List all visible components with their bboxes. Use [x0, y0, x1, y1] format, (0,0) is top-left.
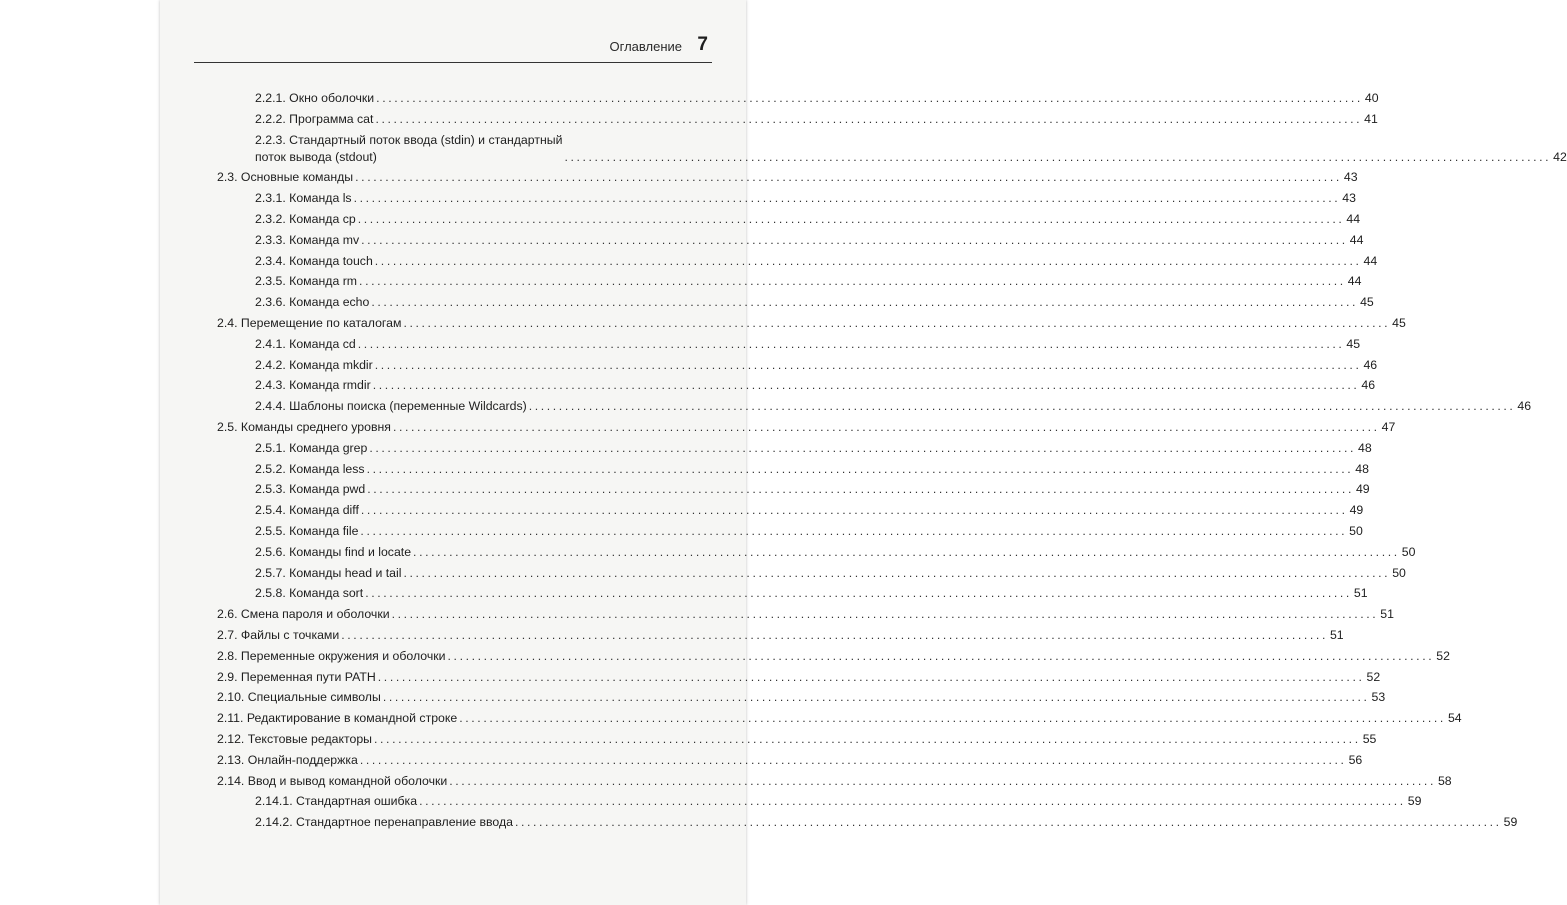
toc-entry [160, 376, 1376, 397]
toc-entry-label [255, 190, 354, 207]
toc-entry-label [217, 419, 393, 436]
dot-leader: .................................................................................................................................................................... [355, 170, 1342, 185]
dot-leader: .................................................................................................................................................................... [403, 315, 1391, 330]
toc-entry [160, 130, 1567, 168]
toc-entry-page-number: 50 [1349, 523, 1363, 538]
toc-entry-page-number: 49 [1355, 482, 1370, 497]
toc-entry [160, 729, 1377, 750]
toc-entry [160, 313, 1406, 334]
toc-entry [160, 708, 1462, 729]
toc-entry-label-line: 2.14.2. Стандартное перенаправление ввода [255, 815, 513, 830]
toc-entry-page-number: 48 [1358, 440, 1372, 455]
toc-entry-body [217, 648, 1450, 665]
toc-entry [160, 646, 1450, 667]
toc-entry-label [255, 132, 564, 166]
toc-entry-label-line: 2.4.4. Шаблоны поиска (переменные Wildcards) [255, 399, 527, 414]
dot-leader: .................................................................................................................................................................... [459, 711, 1446, 726]
toc-entry-label [255, 793, 419, 810]
toc-entry-page-number: 41 [1364, 111, 1378, 126]
toc-entry-label-line: 2.12. Текстовые редакторы [217, 731, 373, 746]
toc-entry-label [255, 357, 375, 374]
toc-entry-label-line: 2.6. Смена пароля и оболочки [217, 607, 390, 622]
toc-entry-body [217, 606, 1394, 623]
toc-entry-page-number: 50 [1401, 544, 1416, 559]
toc-entry-body [217, 419, 1396, 436]
toc-entry-body [255, 294, 1374, 311]
toc-entry [160, 667, 1381, 688]
toc-entry-label [217, 669, 378, 686]
toc-entry-page-number: 51 [1353, 586, 1368, 601]
toc-entry-label-line: 2.2.2. Программа cat [255, 111, 374, 126]
toc-entry [160, 480, 1370, 501]
toc-entry-label-line: 2.3.2. Команда cp [255, 211, 356, 226]
toc-entry [160, 188, 1356, 209]
toc-entry-body [255, 90, 1379, 107]
toc-entry-page-number: 48 [1355, 461, 1369, 476]
toc-entry-label-line: 2.5. Команды среднего уровня [217, 419, 391, 434]
toc-entry-body [217, 689, 1386, 706]
toc-entry-page-number: 52 [1366, 669, 1381, 684]
dot-leader: .................................................................................................................................................................... [353, 191, 1341, 206]
toc-entry [160, 625, 1344, 646]
running-header [160, 30, 746, 64]
dot-leader: .................................................................................................................................................................... [361, 232, 1348, 247]
toc-entry-label [255, 111, 375, 128]
toc-entry-body [255, 253, 1378, 270]
toc-entry [160, 396, 1532, 417]
dot-leader: .................................................................................................................................................................... [419, 794, 1406, 809]
dot-leader: .................................................................................................................................................................... [371, 295, 1359, 310]
toc-entry-label-line: 2.14.1. Стандартная ошибка [255, 794, 418, 809]
toc-entry [160, 812, 1518, 833]
toc-entry-page-number: 44 [1347, 274, 1362, 289]
toc-entry-body [255, 523, 1363, 540]
toc-entry-label [217, 169, 355, 186]
toc-entry-label-line: 2.4.2. Команда mkdir [255, 357, 373, 372]
dot-leader: .................................................................................................................................................................... [360, 503, 1348, 518]
toc-entry-page-number: 55 [1362, 731, 1377, 746]
dot-leader: .................................................................................................................................................................... [449, 773, 1436, 788]
toc-entry-page-number: 46 [1363, 357, 1378, 372]
toc-entry-body [255, 793, 1422, 810]
toc-entry [160, 584, 1368, 605]
toc-entry-body [255, 481, 1370, 498]
dot-leader: .................................................................................................................................................................... [357, 336, 1345, 351]
toc-entry-page-number: 51 [1329, 627, 1344, 642]
toc-entry-page-number: 44 [1363, 253, 1378, 268]
dot-leader: .................................................................................................................................................................... [366, 461, 1354, 476]
toc-entry [160, 792, 1422, 813]
toc-entry-page-number: 59 [1503, 815, 1518, 830]
toc-entry-body [217, 169, 1358, 186]
dot-leader: .................................................................................................................................................................... [377, 669, 1365, 684]
toc-entry [160, 771, 1452, 792]
toc-entry-label [217, 752, 360, 769]
toc-entry-label-line: 2.2.1. Окно оболочки [255, 90, 375, 105]
toc-entry [160, 521, 1363, 542]
toc-entry [160, 168, 1358, 189]
toc-entry-label-line: 2.7. Файлы с точками [217, 627, 340, 642]
toc-entry-label [255, 398, 529, 415]
toc-entry-page-number: 46 [1361, 378, 1376, 393]
toc-entry [160, 272, 1362, 293]
toc-entry-page-number: 44 [1346, 211, 1361, 226]
toc-entry [160, 230, 1364, 251]
toc-entry-body [255, 502, 1364, 519]
toc-entry-body [255, 211, 1361, 228]
toc-entry-body [217, 627, 1344, 644]
toc-entry-label [255, 461, 367, 478]
dot-leader: .................................................................................................................................................................... [369, 440, 1357, 455]
toc-entry-label [255, 232, 361, 249]
toc-entry-page-number: 52 [1436, 648, 1450, 663]
dot-leader: .................................................................................................................................................................... [341, 627, 1328, 642]
toc-entry-page-number: 50 [1392, 565, 1406, 580]
toc-entry [160, 334, 1361, 355]
toc-entry-label [255, 523, 360, 540]
toc-entry [160, 542, 1416, 563]
toc-entry-label-line: 2.8. Переменные окружения и оболочки [217, 648, 446, 663]
toc-entry-label-line: 2.14. Ввод и вывод командной оболочки [217, 773, 448, 788]
toc-entry [160, 88, 1379, 109]
toc-entry-label [217, 689, 383, 706]
toc-entry-body [255, 232, 1364, 249]
toc-entry-label-line: 2.5.8. Команда sort [255, 586, 364, 601]
toc-entry-body [217, 752, 1363, 769]
toc-entry-page-number: 47 [1381, 419, 1396, 434]
toc-entry-body [255, 565, 1406, 582]
toc-entry-body [217, 669, 1381, 686]
dot-leader: .................................................................................................................................................................... [376, 90, 1363, 105]
dot-leader: .................................................................................................................................................................... [382, 690, 1370, 705]
toc-entry-label [217, 627, 341, 644]
toc-entry-label-line: 2.11. Редактирование в командной строке [217, 711, 458, 726]
dot-leader: .................................................................................................................................................................... [359, 752, 1347, 767]
toc-entry-body [217, 315, 1406, 332]
toc-entry-label-line: 2.5.1. Команда grep [255, 440, 368, 455]
toc-entry-label [255, 814, 515, 831]
toc-entry-label-line: 2.3.1. Команда ls [255, 191, 352, 206]
toc-entry-body [255, 377, 1376, 394]
toc-entry-label [255, 502, 361, 519]
toc-entry-label [217, 315, 403, 332]
table-of-contents [160, 88, 1567, 833]
toc-entry-page-number: 54 [1447, 711, 1462, 726]
toc-entry-body [255, 336, 1361, 353]
toc-entry-label [255, 211, 358, 228]
toc-entry-body [217, 731, 1377, 748]
toc-entry-page-number: 40 [1364, 90, 1379, 105]
dot-leader: .................................................................................................................................................................... [374, 731, 1361, 746]
toc-entry-label [255, 253, 375, 270]
toc-entry [160, 563, 1406, 584]
toc-entry [160, 292, 1374, 313]
header-title: Оглавление [609, 39, 682, 54]
toc-entry-page-number: 42 [1553, 149, 1567, 164]
toc-entry-label-line: 2.5.6. Команды find и locate [255, 544, 412, 559]
toc-entry-label [255, 585, 365, 602]
toc-entry-page-number: 43 [1342, 191, 1356, 206]
toc-entry-page-number: 43 [1343, 170, 1358, 185]
toc-entry-label-line: 2.2.3. Стандартный поток ввода (stdin) и стандартный [255, 132, 563, 147]
toc-entry-label-line: 2.3.3. Команда mv [255, 232, 360, 247]
dot-leader: .................................................................................................................................................................... [403, 565, 1391, 580]
book-page [160, 0, 1567, 905]
dot-leader: .................................................................................................................................................................... [447, 648, 1435, 663]
toc-entry-page-number: 46 [1517, 399, 1532, 414]
dot-leader: .................................................................................................................................................................... [413, 544, 1400, 559]
toc-entry-body [255, 398, 1532, 415]
dot-leader: .................................................................................................................................................................... [360, 523, 1348, 538]
dot-leader: .................................................................................................................................................................... [391, 607, 1379, 622]
toc-entry-label [217, 731, 374, 748]
dot-leader: .................................................................................................................................................................... [374, 253, 1362, 268]
toc-entry-label [255, 481, 367, 498]
toc-entry-label [255, 377, 373, 394]
dot-leader: .................................................................................................................................................................... [365, 586, 1352, 601]
header-rule [194, 62, 712, 63]
dot-leader: .................................................................................................................................................................... [374, 357, 1362, 372]
toc-entry-label [255, 544, 413, 561]
toc-entry-label-line: 2.3.4. Команда touch [255, 253, 373, 268]
toc-entry-label-line: 2.13. Онлайн-поддержка [217, 752, 358, 767]
toc-entry-body [217, 773, 1452, 790]
dot-leader: .................................................................................................................................................................... [564, 149, 1552, 164]
toc-entry-body [255, 814, 1518, 831]
toc-entry-label-line: 2.5.3. Команда pwd [255, 482, 366, 497]
toc-entry-label-line: 2.5.4. Команда diff [255, 503, 359, 518]
toc-entry [160, 109, 1378, 130]
toc-entry [160, 209, 1361, 230]
toc-entry-label [255, 294, 371, 311]
toc-entry-label-line: 2.3.6. Команда echo [255, 295, 370, 310]
toc-entry-label [217, 606, 392, 623]
toc-entry-label [255, 273, 359, 290]
toc-entry-label-line: 2.4. Перемещение по каталогам [217, 315, 402, 330]
dot-leader: .................................................................................................................................................................... [528, 399, 1516, 414]
toc-entry-page-number: 45 [1346, 336, 1361, 351]
toc-entry-label [255, 565, 403, 582]
toc-entry-label-line: 2.4.3. Команда rmdir [255, 378, 371, 393]
toc-entry-body [255, 111, 1378, 128]
toc-entry-body [255, 273, 1362, 290]
toc-entry-label-line: 2.3. Основные команды [217, 170, 354, 185]
dot-leader: .................................................................................................................................................................... [375, 111, 1363, 126]
toc-entry-label [217, 773, 449, 790]
toc-entry [160, 355, 1378, 376]
toc-entry-page-number: 45 [1360, 295, 1374, 310]
toc-entry-label-line: 2.9. Переменная пути PATH [217, 669, 376, 684]
toc-entry-label-line: поток вывода (stdout) [255, 149, 377, 164]
toc-entry-body [255, 585, 1368, 602]
dot-leader: .................................................................................................................................................................... [359, 274, 1346, 289]
toc-entry-page-number: 51 [1380, 607, 1394, 622]
toc-entry-label-line: 2.5.5. Команда file [255, 523, 359, 538]
toc-entry [160, 251, 1378, 272]
toc-entry-label [217, 710, 459, 727]
toc-entry-page-number: 53 [1371, 690, 1386, 705]
toc-entry-body [255, 544, 1416, 561]
toc-entry [160, 459, 1369, 480]
toc-entry-label-line: 2.4.1. Команда cd [255, 336, 356, 351]
toc-entry-body [255, 461, 1369, 478]
toc-entry-label [255, 90, 376, 107]
toc-entry-label-line: 2.10. Специальные символы [217, 690, 381, 705]
toc-entry-body [255, 440, 1372, 457]
toc-entry-body [255, 357, 1378, 374]
toc-entry-page-number: 59 [1407, 794, 1422, 809]
header-page-number: 7 [697, 34, 708, 55]
toc-entry-body [255, 190, 1356, 207]
dot-leader: .................................................................................................................................................................... [392, 419, 1380, 434]
toc-entry [160, 604, 1394, 625]
toc-entry-page-number: 49 [1349, 503, 1364, 518]
toc-entry-label [255, 440, 369, 457]
toc-entry [160, 500, 1364, 521]
toc-entry [160, 417, 1396, 438]
toc-entry-body [255, 132, 1567, 166]
toc-entry-body [217, 710, 1462, 727]
toc-entry-page-number: 58 [1437, 773, 1452, 788]
dot-leader: .................................................................................................................................................................... [357, 211, 1345, 226]
toc-entry-page-number: 45 [1392, 315, 1406, 330]
toc-entry [160, 438, 1372, 459]
toc-entry-label-line: 2.3.5. Команда rm [255, 274, 358, 289]
toc-entry-label [217, 648, 448, 665]
toc-entry-page-number: 44 [1349, 232, 1364, 247]
toc-entry-label-line: 2.5.7. Команды head и tail [255, 565, 402, 580]
dot-leader: .................................................................................................................................................................... [514, 815, 1502, 830]
toc-entry-label-line: 2.5.2. Команда less [255, 461, 365, 476]
toc-entry [160, 750, 1363, 771]
dot-leader: .................................................................................................................................................................... [372, 378, 1360, 393]
dot-leader: .................................................................................................................................................................... [367, 482, 1354, 497]
toc-entry [160, 688, 1386, 709]
toc-entry-label [255, 336, 358, 353]
toc-entry-page-number: 56 [1348, 752, 1363, 767]
